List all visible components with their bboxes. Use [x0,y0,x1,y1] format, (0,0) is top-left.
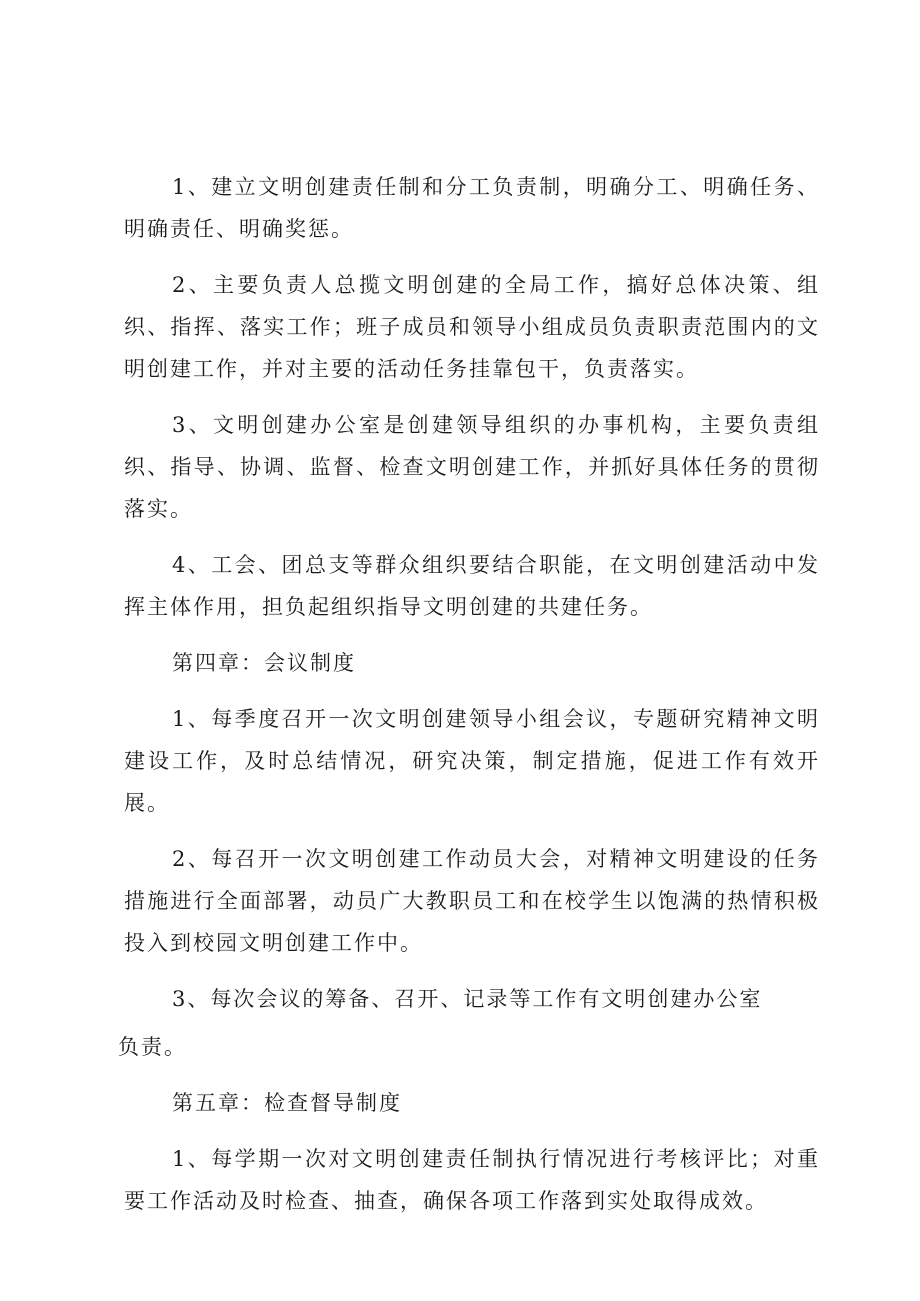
paragraph-meeting-2: 2、每召开一次文明创建工作动员大会，对精神文明建设的任务措施进行全面部署，动员广大教职员工和在校学生以饱满的热情积极投入到校园文明创建工作中。 [124,847,820,955]
paragraph-meeting-3 [118,978,820,1068]
chapter-4-heading: 第四章：会议制度 [172,651,356,675]
paragraph-responsibility-1: 1、建立文明创建责任制和分工负责制，明确分工、明确任务、明确责任、明确奖惩。 [124,175,820,241]
document-body [118,166,820,1236]
paragraph-responsibility-2: 2、主要负责人总揽文明创建的全局工作，搞好总体决策、组织、指挥、落实工作；班子成员和领导小组成员负责职责范围内的文明创建工作，并对主要的活动任务挂靠包干，负责落实。 [124,273,820,381]
paragraph-responsibility-3: 3、文明创建办公室是创建领导组织的办事机构，主要负责组织、指导、协调、监督、检查文明创建工作，并抓好具体任务的贯彻落实。 [124,413,820,521]
paragraph-meeting-3-line-1: 3、每次会议的筹备、召开、记录等工作有文明创建办公室 [172,987,763,1011]
chapter-5-heading: 第五章：检查督导制度 [172,1091,402,1115]
paragraph-meeting-3-line-2: 负责。 [118,1035,187,1059]
paragraph-inspection-1: 1、每学期一次对文明创建责任制执行情况进行考核评比；对重要工作活动及时检查、抽查，确保各项工作落到实处取得成效。 [124,1147,820,1213]
paragraph-responsibility-4: 4、工会、团总支等群众组织要结合职能，在文明创建活动中发挥主体作用，担负起组织指导文明创建的共建任务。 [124,553,820,619]
paragraph-meeting-1: 1、每季度召开一次文明创建领导小组会议，专题研究精神文明建设工作，及时总结情况，研究决策，制定措施，促进工作有效开展。 [124,707,820,815]
